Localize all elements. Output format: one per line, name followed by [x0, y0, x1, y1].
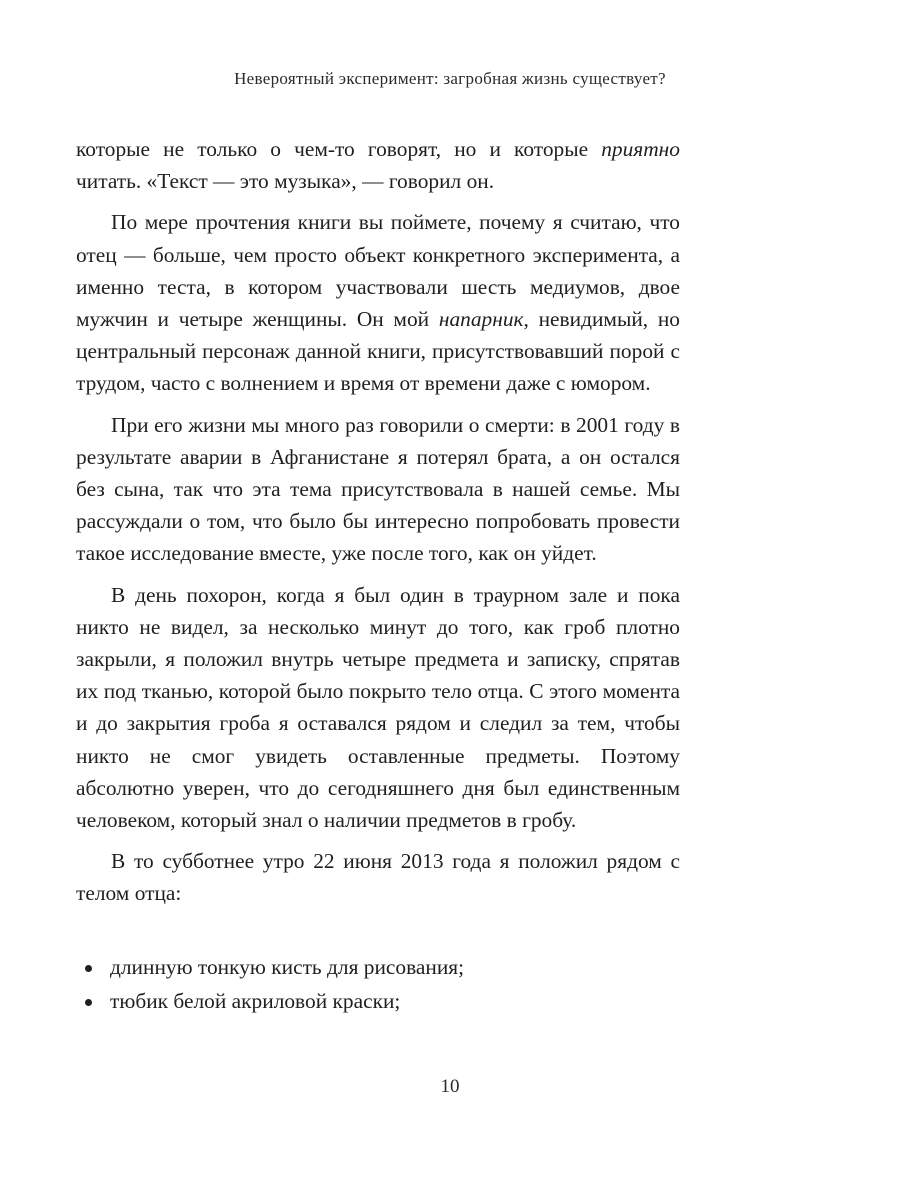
- paragraph-1-part-1: которые не только о чем-то говорят, но и которые: [76, 137, 602, 161]
- bullet-dot-icon: [85, 999, 92, 1006]
- paragraph-2: [76, 206, 680, 399]
- list-item: [76, 951, 680, 983]
- page-number: 10: [440, 1076, 460, 1097]
- body-text: [76, 133, 680, 1019]
- paragraph-2-part-1: По мере прочтения книги вы поймете, почему я считаю, что отец — больше, чем просто объект конкретного эксперимента, а именно теста, в котором участвовали шесть медиумов, двое мужчин и четыре женщины. Он мой: [76, 210, 680, 332]
- list-item: [76, 985, 680, 1017]
- paragraph-1-emphasis: приятно: [601, 137, 680, 161]
- paragraph-3: При его жизни мы много раз говорили о смерти: в 2001 году в результате аварии в Афганистане я потерял брата, а он остался без сына, так что эта тема присутствовала в нашей семье. Мы рассуждали о том, что было бы интересно попробовать провести такое исследование вместе, уже после того, как он уйдет.: [76, 412, 680, 566]
- paragraph-2-part-2: , невидимый, но центральный персонаж данной книги, присутствовавший порой с трудом, часто с волнением и время от времени даже с юмором.: [76, 307, 680, 396]
- list-item-text: длинную тонкую кисть для рисования;: [110, 954, 465, 979]
- list-item-text: тюбик белой акриловой краски;: [110, 988, 401, 1013]
- paragraph-2-emphasis: напарник: [438, 307, 524, 332]
- paragraph-1-part-2: читать. «Текст — это музыка», — говорил он.: [76, 169, 495, 194]
- paragraph-1: [76, 133, 680, 197]
- paragraph-5: В то субботнее утро 22 июня 2013 года я положил рядом с телом отца:: [76, 849, 680, 906]
- running-title: Невероятный эксперимент: загробная жизнь существует?: [234, 69, 666, 88]
- bullet-list: [76, 951, 680, 1017]
- bullet-dot-icon: [85, 965, 92, 972]
- paragraph-4: В день похорон, когда я был один в траурном зале и пока никто не видел, за несколько минут до того, как гроб плотно закрыли, я положил внутрь четыре предмета и записку, спрятав их под тканью, которой было покрыто тело отца. С этого момента и до закрытия гроба я оставался рядом и следил за тем, чтобы никто не смог увидеть оставленные предметы. Поэтому абсолютно уверен, что до сегодняшнего дня был единственным человеком, который знал о наличии предметов в гробу.: [76, 582, 680, 833]
